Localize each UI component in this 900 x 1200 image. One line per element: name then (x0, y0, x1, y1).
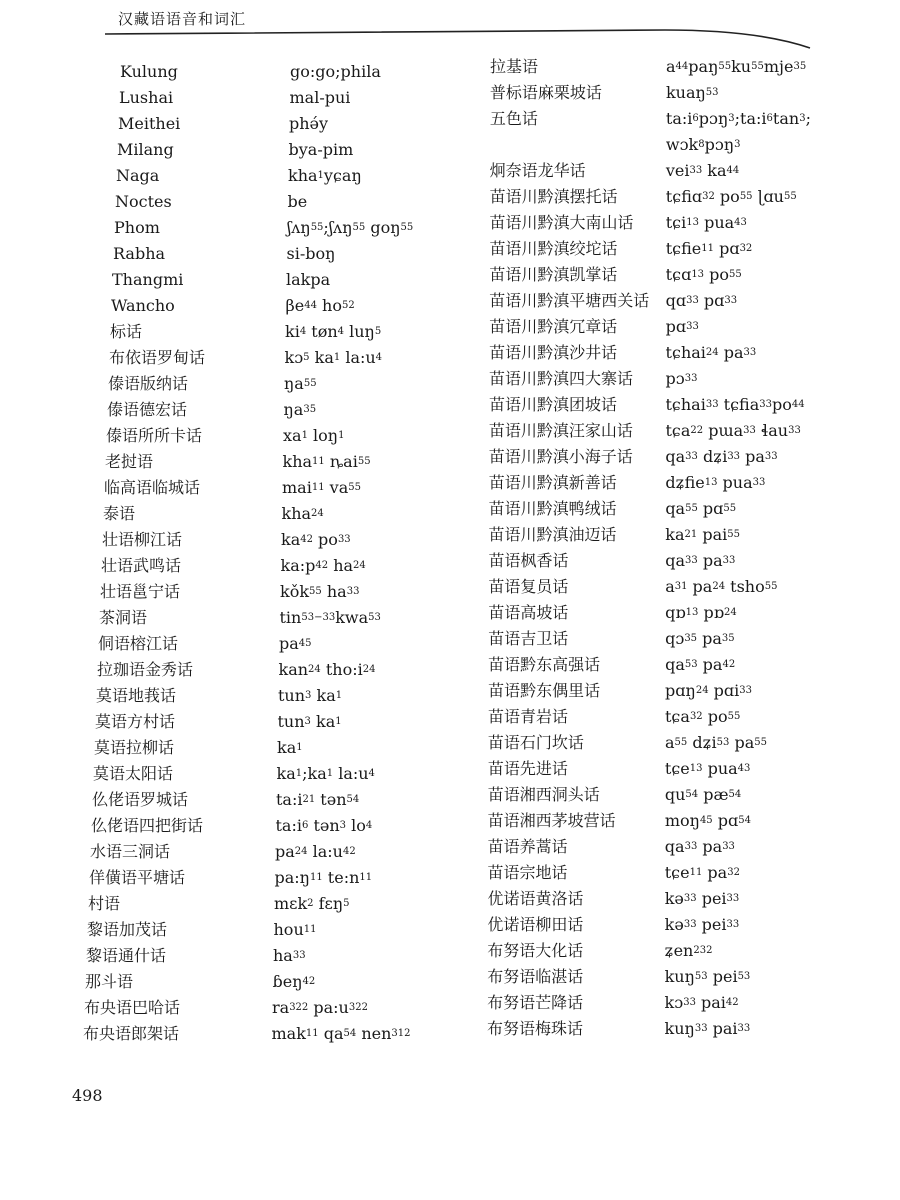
language-name: 苗语川黔滇小海子话 (488, 447, 633, 466)
language-name: 佯僙语平塘话 (89, 868, 186, 887)
word-form: kan$^{24}$ $tho:i^{24}$ (278, 660, 376, 679)
word-form: pɑŋ$^{24}$ pɑi$^{33}$ (665, 681, 752, 700)
word-form: tɕɑ$^{13}$ $po^{55}$ (665, 265, 742, 284)
word-form: $qa^{33}$ dʑi$^{33}$ $pa^{33}$ (665, 447, 778, 466)
word-form: kha$^{11}$ ȵai$^{55}$ (282, 452, 371, 471)
word-form: tɕe$^{11}$ $pa^{32}$ (664, 863, 740, 882)
word-form: $ta:i^6$ tən$^3$ $lo^4$ (275, 816, 373, 835)
language-name: 苗语川黔滇大南山话 (489, 213, 634, 232)
language-name: 苗语先进话 (487, 759, 568, 778)
word-form: tin$^{53-33}$kwa$^{53}$ (279, 608, 381, 627)
word-form: $xa^1$ loŋ$^1$ (283, 426, 345, 445)
language-name: 村语 (88, 894, 121, 913)
language-name: 临高语临城话 (104, 478, 201, 497)
language-name: 苗语复员话 (488, 577, 569, 596)
word-form: mai$^{11}$ $va^{55}$ (282, 478, 361, 497)
language-name: 苗语川黔滇油迈话 (488, 525, 617, 544)
language-name: Meithei (118, 114, 181, 133)
language-name: 布努语大化话 (487, 941, 584, 960)
language-name: 苗语高坡话 (488, 603, 569, 622)
language-name: Phom (114, 218, 160, 237)
language-name: 苗语川黔滇汪家山话 (488, 421, 633, 440)
word-form: kǒk$^{55}$ $ha^{33}$ (280, 582, 360, 601)
word-form: pɑ$^{33}$ (665, 317, 699, 336)
language-name: 苗语湘西茅坡营话 (487, 811, 616, 830)
language-name: 壮语柳江话 (102, 530, 183, 549)
word-form: $ki^4$ tøn$^4$ luŋ$^5$ (285, 322, 382, 341)
language-name: 老挝语 (105, 452, 154, 471)
language-name: Kulung (120, 62, 178, 81)
language-name: 拉基语 (490, 57, 539, 76)
word-form: $ka^1;ka^1$ $la:u^4$ (276, 764, 375, 783)
word-form: mɛk$^2$ fɛŋ$^5$ (274, 894, 350, 913)
language-name: 苗语川黔滇凯掌话 (489, 265, 618, 284)
word-form: kuŋ$^{33}$ pai$^{33}$ (664, 1019, 751, 1038)
word-form: $pa^{24}$ $la:u^{42}$ (275, 842, 356, 861)
language-name: 苗语吉卫话 (488, 629, 569, 648)
language-name: 苗语青岩话 (488, 707, 569, 726)
word-form: tɕhai$^{24}$ $pa^{33}$ (665, 343, 757, 362)
language-name: 苗语湘西洞头话 (487, 785, 600, 804)
word-form: hou$^{11}$ (273, 920, 317, 939)
language-name: Lushai (119, 88, 174, 107)
word-form: ɓeŋ$^{42}$ (272, 972, 316, 991)
language-name: 壮语武鸣话 (101, 556, 182, 575)
language-name: 苗语川黔滇团坡话 (488, 395, 617, 414)
word-form: $ŋa^{35}$ (283, 400, 317, 419)
word-form: kɔ$^5$ $ka^1$ $la:u^4$ (284, 348, 383, 367)
word-form: lakpa (286, 270, 331, 289)
word-form: $a^{31}$ $pa^{24}$ tsho$^{55}$ (665, 577, 778, 596)
word-form: $ŋa^{55}$ (284, 374, 317, 393)
language-name: 壮语邕宁话 (100, 582, 181, 601)
language-name: 侗语榕江话 (98, 634, 179, 653)
language-name: 苗语枫香话 (488, 551, 569, 570)
language-name: 莫语太阳话 (93, 764, 174, 783)
language-name: 布央语巴哈话 (84, 998, 181, 1017)
language-name: 茶洞语 (99, 608, 148, 627)
language-name: 布努语芒降话 (487, 993, 584, 1012)
language-name: 莫语地莪话 (96, 686, 177, 705)
language-name: 标话 (110, 322, 143, 341)
word-form: be (287, 192, 308, 211)
word-form: $qa^{33}$ $pa^{33}$ (665, 551, 736, 570)
language-name: 苗语川黔滇绞坨话 (489, 239, 618, 258)
word-form: dʑfie$^{13}$ pua$^{33}$ (665, 473, 766, 492)
word-form: moŋ$^{45}$ pɑ$^{54}$ (664, 811, 751, 830)
language-name: 莫语拉柳话 (94, 738, 175, 757)
word-form: mal-pui (289, 88, 351, 107)
language-name: Naga (116, 166, 160, 185)
word-form: $ka^{42}$ $po^{33}$ (281, 530, 351, 549)
language-name: Noctes (115, 192, 172, 211)
word-form: tɕfiɑ$^{32}$ $po^{55}$ ɭɑu$^{55}$ (665, 187, 797, 206)
word-form: go:go;phila (290, 62, 381, 81)
language-name: 苗语养蒿话 (487, 837, 568, 856)
word-form: wɔk$^8$pɔŋ$^3$ (665, 135, 741, 154)
word-form: tɕfie$^{11}$ pɑ$^{32}$ (665, 239, 753, 258)
word-form: kuaŋ$^{53}$ (665, 83, 719, 102)
language-name: 苗语石门坎话 (487, 733, 584, 752)
word-form: $qa^{53}$ $pa^{42}$ (665, 655, 736, 674)
language-name: 苗语川黔滇摆托话 (489, 187, 618, 206)
word-form: $ra^{322}$ $pa:u^{322}$ (272, 998, 368, 1017)
language-name: 仫佬语四把街话 (91, 816, 204, 835)
language-name: 莫语方村话 (95, 712, 176, 731)
language-name: 傣语德宏话 (107, 400, 188, 419)
language-name: 苗语川黔滇四大寨话 (489, 369, 634, 388)
page-number: 498 (72, 1086, 103, 1105)
language-name: 布依语罗甸话 (109, 348, 206, 367)
word-form: tɕa$^{32}$ $po^{55}$ (665, 707, 741, 726)
language-name: 普标语麻栗坡话 (489, 83, 602, 102)
language-name: Rabha (113, 244, 166, 263)
word-form: $ha^{33}$ (273, 946, 306, 965)
word-form: $ka^{21}$ pai$^{55}$ (665, 525, 740, 544)
word-form: kə$^{33}$ pei$^{33}$ (664, 889, 740, 908)
language-name: Wancho (111, 296, 175, 315)
word-form: kha$^{24}$ (281, 504, 324, 523)
word-form: $pa^{45}$ (279, 634, 312, 653)
language-name: Milang (117, 140, 174, 159)
word-form: phə́y (289, 114, 329, 133)
language-name: 布努语梅珠话 (487, 1019, 584, 1038)
language-name: 仫佬语罗城话 (92, 790, 189, 809)
language-name: 傣语所所卡话 (106, 426, 203, 445)
header-rule (105, 0, 815, 60)
word-form: vei$^{33}$ $ka^{44}$ (665, 161, 740, 180)
language-name: 苗语黔东偶里话 (488, 681, 601, 700)
language-name: 水语三洞话 (90, 842, 171, 861)
word-form: kə$^{33}$ pei$^{33}$ (664, 915, 740, 934)
word-form: qɑ$^{33}$ pɑ$^{33}$ (665, 291, 738, 310)
language-name: 苗语宗地话 (487, 863, 568, 882)
language-name: 那斗语 (85, 972, 134, 991)
word-form: $ta:i^6pɔŋ^3;ta:i^6\tan^3$; (665, 109, 811, 128)
word-form: qɔ$^{35}$ $pa^{35}$ (665, 629, 735, 648)
language-name: 优诺语黄洛话 (487, 889, 584, 908)
word-form: $qa^{33}$ $pa^{33}$ (664, 837, 735, 856)
language-name: 傣语版纳话 (108, 374, 189, 393)
language-name: 炯奈语龙华话 (489, 161, 586, 180)
language-name: 五色话 (489, 109, 538, 128)
language-name: 黎语通什话 (86, 946, 167, 965)
word-form: kuŋ$^{53}$ pei$^{53}$ (664, 967, 751, 986)
running-head: 汉藏语语音和词汇 (118, 10, 247, 28)
language-name: Thangmi (112, 270, 184, 289)
word-form: ʃʌŋ$^{55}$;ʃʌŋ$^{55}$ goŋ$^{55}$ (287, 218, 414, 237)
word-form: bya-pim (288, 140, 354, 159)
language-name: 拉珈语金秀话 (97, 660, 194, 679)
word-form: $a^{55}$ dʑi$^{53}$ $pa^{55}$ (664, 733, 767, 752)
language-name: 苗语川黔滇平塘西关话 (489, 291, 650, 310)
word-form: $pa:ŋ^{11}$ $te:n^{11}$ (274, 868, 373, 887)
language-name: 苗语川黔滇鸭绒话 (488, 499, 617, 518)
word-form: tun$^3$ $ka^1$ (277, 712, 342, 731)
word-form: $ka^1$ (277, 738, 303, 757)
language-name: 苗语川黔滇沙井话 (489, 343, 618, 362)
word-form: ʑen$^{232}$ (664, 941, 713, 960)
language-name: 苗语黔东高强话 (488, 655, 601, 674)
word-form: pɔ$^{33}$ (665, 369, 698, 388)
language-name: 布努语临湛话 (487, 967, 584, 986)
word-form: $\beta e^{44}$ $ho^{52}$ (285, 296, 355, 315)
word-form: tɕi$^{13}$ pua$^{43}$ (665, 213, 747, 232)
word-form: $qa^{55}$ pɑ$^{55}$ (665, 499, 737, 518)
word-form: qɒ$^{13}$ pɒ$^{24}$ (665, 603, 737, 622)
word-form: tɕa$^{22}$ pɯa$^{33}$ ɬau$^{33}$ (665, 421, 801, 440)
word-form: $qu^{54}$ $pæ^{54}$ (664, 785, 742, 804)
language-name: 苗语川黔滇新善话 (488, 473, 617, 492)
word-form: tɕhai$^{33}$ $tɕfia^{33}po^{44}$ (665, 395, 805, 414)
word-form: si-boŋ (286, 244, 336, 263)
language-name: 苗语川黔滇冗章话 (489, 317, 618, 336)
word-form: $ka:p^{42}$ $ha^{24}$ (280, 556, 366, 575)
language-name: 黎语加茂话 (87, 920, 168, 939)
word-form: tun$^3$ $ka^1$ (278, 686, 343, 705)
language-name: 泰语 (103, 504, 136, 523)
language-name: 布央语郎架话 (83, 1024, 180, 1043)
word-form: kɔ$^{33}$ pai$^{42}$ (664, 993, 739, 1012)
word-form: tɕe$^{13}$ pua$^{43}$ (664, 759, 751, 778)
language-name: 优诺语柳田话 (487, 915, 584, 934)
word-form: $ta:i^{21}$ tən$^{54}$ (276, 790, 360, 809)
word-form: kha$^1$yɕaŋ (288, 166, 362, 185)
word-form: $a^{44}paŋ^{55}ku^{55}mje^{35}$ (666, 57, 807, 76)
word-form: mak$^{11}$ $qa^{54}$ nen$^{312}$ (271, 1024, 411, 1043)
